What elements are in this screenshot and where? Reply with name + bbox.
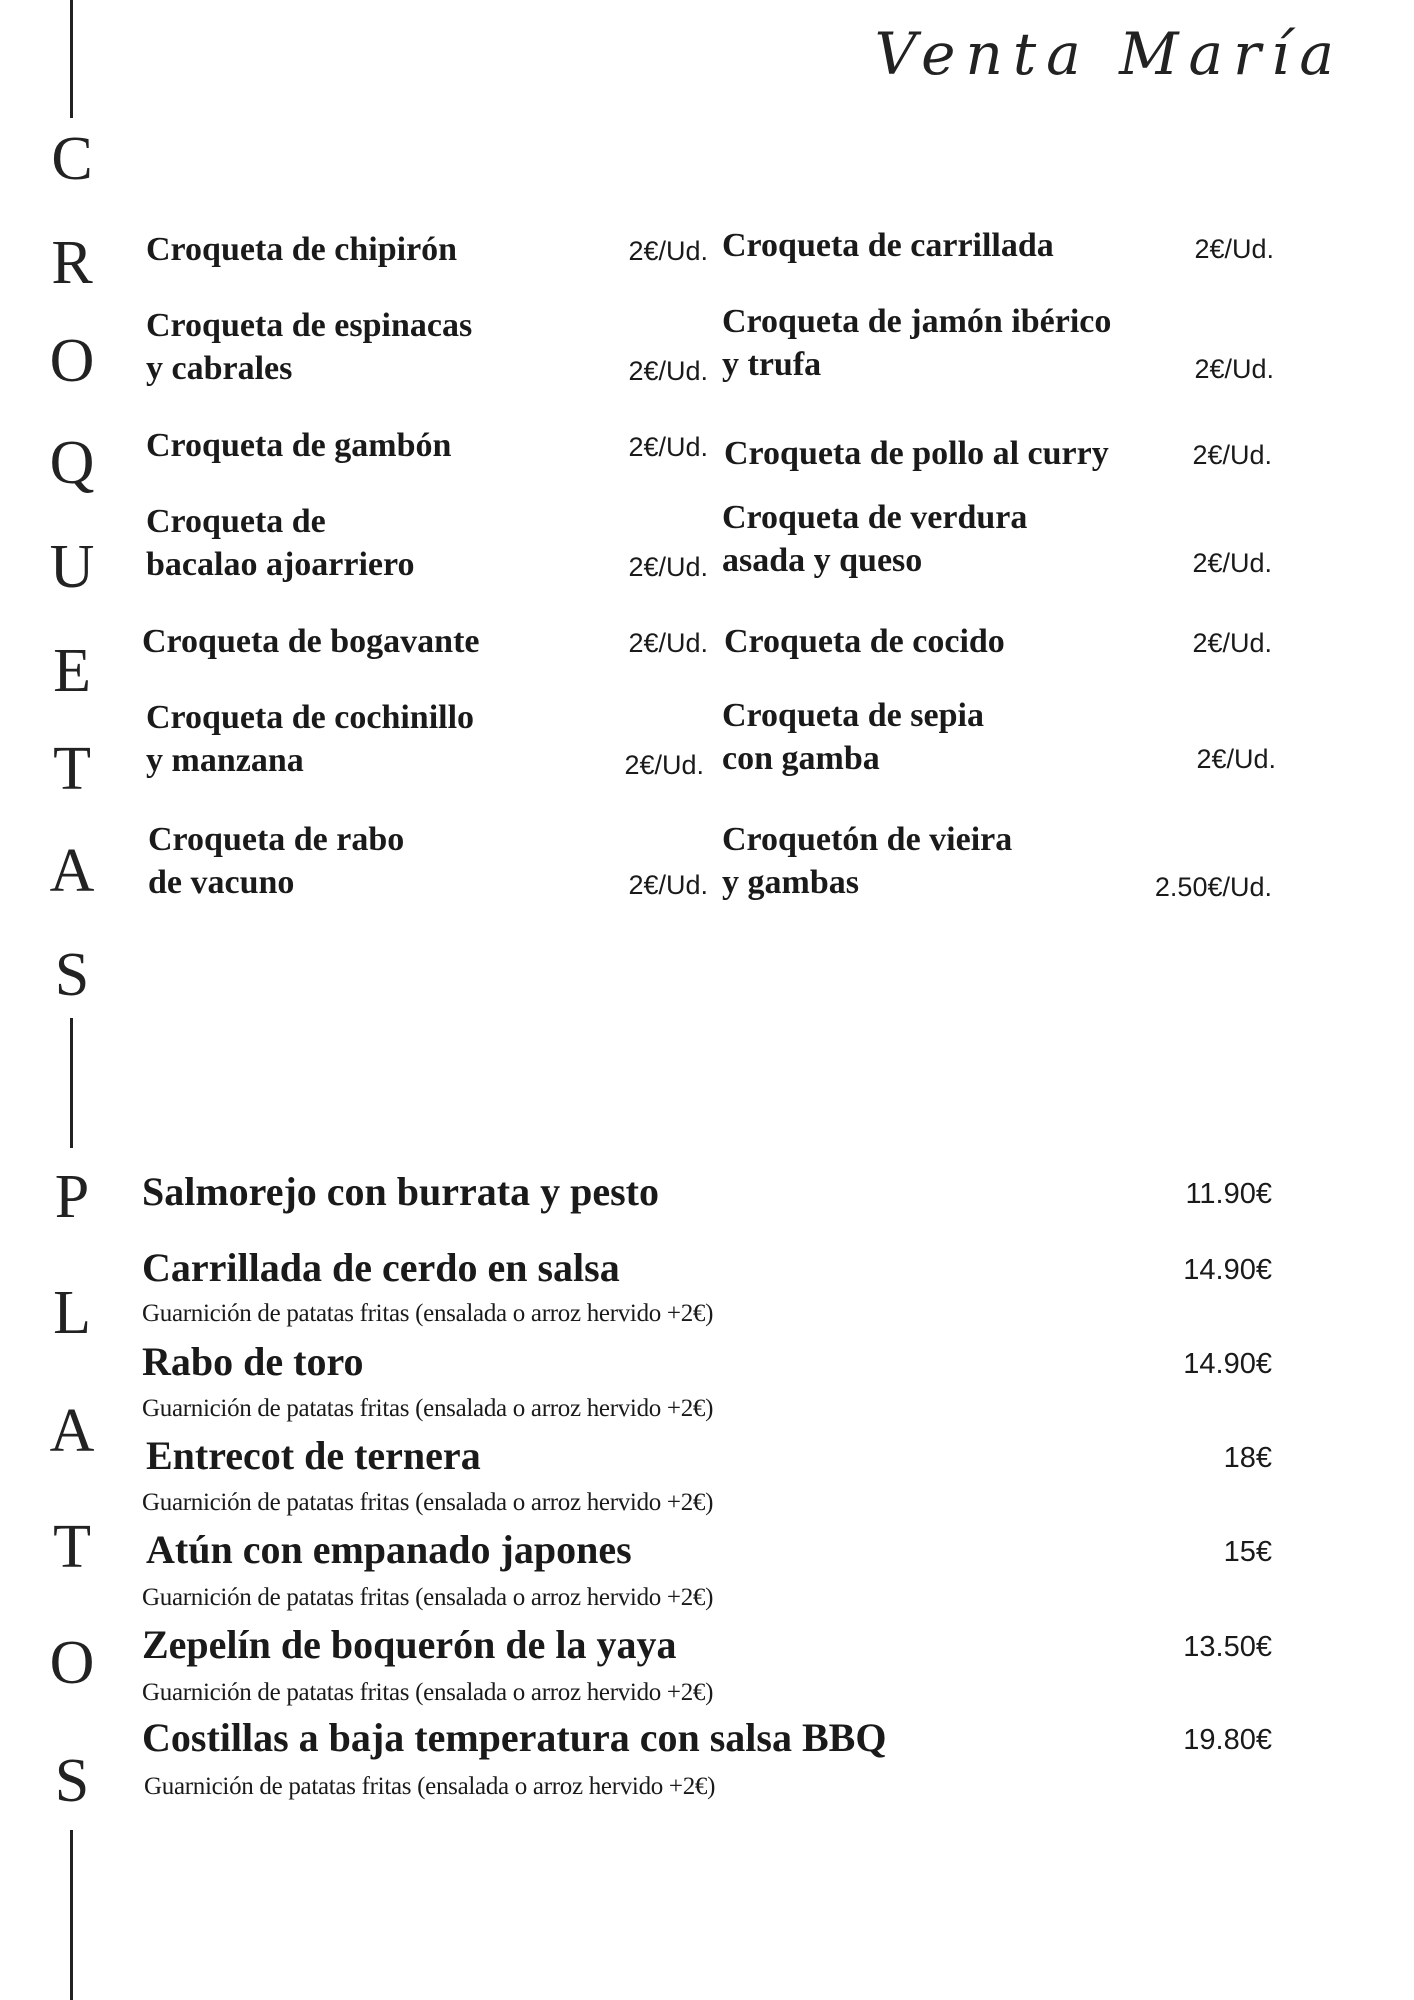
section-letter: T: [53, 1513, 91, 1581]
plato-note: Guarnición de patatas fritas (ensalada o arroz hervido +2€): [142, 1584, 714, 1611]
section-letter: O: [49, 1629, 95, 1697]
plato-name: Entrecot de ternera: [146, 1433, 481, 1478]
croqueta-price: 2€/Ud.: [1192, 440, 1272, 470]
brand-title: Venta María: [874, 20, 1344, 88]
section-letter: A: [49, 1397, 95, 1465]
croqueta-name: Croqueta de verdura asada y queso: [722, 499, 1028, 579]
plato-name: Carrillada de cerdo en salsa: [142, 1245, 620, 1290]
croqueta-price: 2€/Ud.: [1194, 234, 1274, 264]
croqueta-price: 2€/Ud.: [1196, 744, 1276, 774]
croqueta-name: Croquetón de vieira y gambas: [722, 821, 1013, 901]
vertical-rule-middle: [70, 1018, 73, 1148]
section-letter: U: [49, 533, 95, 601]
croqueta-name: Croqueta de bogavante: [142, 623, 480, 660]
croqueta-price: 2€/Ud.: [1194, 354, 1274, 384]
croqueta-name: Croqueta de jamón ibérico y trufa: [722, 303, 1112, 383]
croqueta-price: 2€/Ud.: [628, 552, 708, 582]
plato-note: Guarnición de patatas fritas (ensalada o arroz hervido +2€): [142, 1300, 714, 1327]
croqueta-price: 2€/Ud.: [624, 750, 704, 780]
vertical-rule-top: [70, 0, 73, 118]
section-letter: P: [54, 1163, 90, 1231]
croqueta-name: Croqueta de espinacas y cabrales: [146, 307, 473, 387]
plato-price: 13.50€: [1183, 1631, 1272, 1663]
croqueta-price: 2€/Ud.: [628, 870, 708, 900]
section-letter: R: [51, 229, 93, 297]
croqueta-name: Croqueta de chipirón: [146, 231, 458, 268]
plato-price: 14.90€: [1183, 1348, 1272, 1380]
plato-note: Guarnición de patatas fritas (ensalada o arroz hervido +2€): [142, 1679, 714, 1706]
croqueta-price: 2€/Ud.: [628, 432, 708, 462]
croqueta-price: 2.50€/Ud.: [1154, 872, 1272, 902]
croqueta-price: 2€/Ud.: [1192, 628, 1272, 658]
plato-name: Salmorejo con burrata y pesto: [142, 1169, 659, 1214]
plato-price: 19.80€: [1183, 1724, 1272, 1756]
plato-note: Guarnición de patatas fritas (ensalada o arroz hervido +2€): [142, 1395, 714, 1422]
plato-price: 14.90€: [1183, 1254, 1272, 1286]
section-letter: L: [53, 1279, 91, 1347]
section-letter: O: [49, 327, 95, 395]
section-letter: Q: [49, 429, 95, 497]
section-letter: A: [49, 837, 95, 905]
section-letter: C: [51, 125, 93, 193]
croqueta-price: 2€/Ud.: [628, 236, 708, 266]
croqueta-price: 2€/Ud.: [1192, 548, 1272, 578]
plato-note: Guarnición de patatas fritas (ensalada o arroz hervido +2€): [142, 1489, 714, 1516]
croqueta-price: 2€/Ud.: [628, 628, 708, 658]
plato-name: Costillas a baja temperatura con salsa BBQ: [142, 1715, 887, 1760]
plato-name: Atún con empanado japones: [146, 1527, 632, 1572]
plato-price: 15€: [1223, 1536, 1272, 1568]
croqueta-name: Croqueta de pollo al curry: [724, 435, 1109, 472]
plato-note: Guarnición de patatas fritas (ensalada o arroz hervido +2€): [144, 1773, 716, 1800]
croqueta-price: 2€/Ud.: [628, 356, 708, 386]
croqueta-name: Croqueta de sepia con gamba: [722, 697, 984, 777]
plato-price: 18€: [1223, 1442, 1272, 1474]
section-letter: S: [54, 941, 90, 1009]
croqueta-name: Croqueta de bacalao ajoarriero: [146, 503, 415, 583]
section-letter: E: [53, 637, 91, 705]
croqueta-name: Croqueta de rabo de vacuno: [148, 821, 405, 901]
croqueta-name: Croqueta de cocido: [724, 623, 1005, 660]
croqueta-name: Croqueta de gambón: [146, 427, 452, 464]
section-letter: S: [54, 1747, 90, 1815]
plato-name: Rabo de toro: [142, 1339, 364, 1384]
section-letter: T: [53, 735, 91, 803]
croqueta-name: Croqueta de carrillada: [722, 227, 1054, 264]
vertical-rule-bottom: [70, 1830, 73, 2000]
plato-price: 11.90€: [1185, 1178, 1272, 1210]
croqueta-name: Croqueta de cochinillo y manzana: [146, 699, 475, 779]
plato-name: Zepelín de boquerón de la yaya: [142, 1622, 677, 1667]
